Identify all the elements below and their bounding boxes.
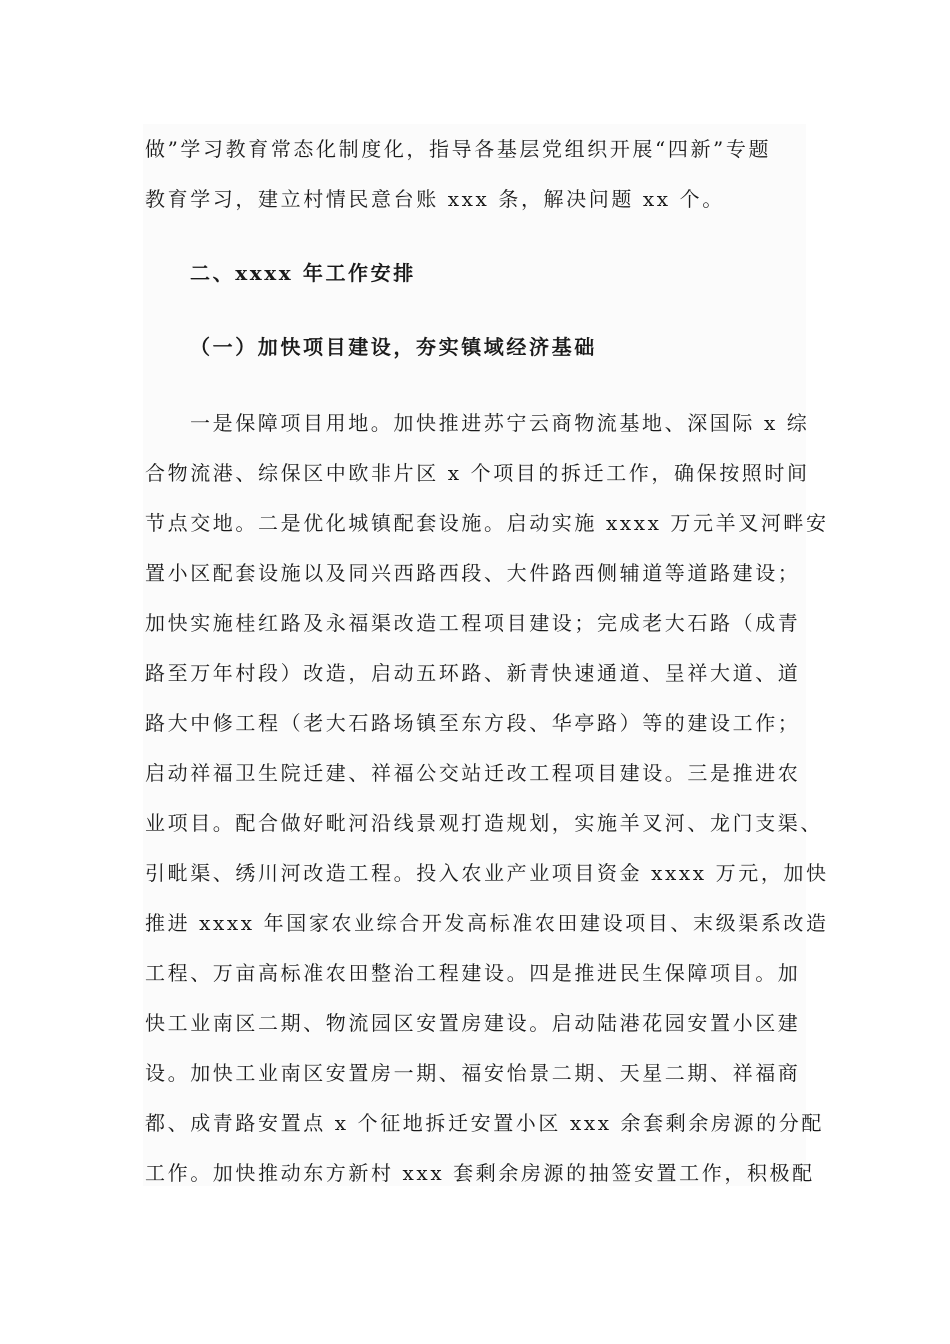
paragraph-line: 置小区配套设施以及同兴西路西段、大件路西侧辅道等道路建设； [145, 561, 801, 585]
spacer [145, 224, 815, 248]
paragraph-line: 推进 xxxx 年国家农业综合开发高标准农田建设项目、末级渠系改造 [145, 911, 829, 935]
spacer [145, 372, 815, 398]
paragraph-line: 业项目。配合做好毗河沿线景观打造规划，实施羊叉河、龙门支渠、 [145, 811, 823, 835]
spacer [145, 298, 815, 322]
section-heading: 二、xxxx 年工作安排 [190, 261, 416, 285]
paragraph-line: 一是保障项目用地。加快推进苏宁云商物流基地、深国际 x 综 [190, 411, 810, 435]
paragraph-line: 快工业南区二期、物流园区安置房建设。启动陆港花园安置小区建 [145, 1011, 801, 1035]
subsection-heading: （一）加快项目建设，夯实镇域经济基础 [190, 335, 597, 359]
paragraph-line: 引毗渠、绣川河改造工程。投入农业产业项目资金 xxxx 万元，加快 [145, 861, 829, 885]
paragraph-line: 启动祥福卫生院迁建、祥福公交站迁改工程项目建设。三是推进农 [145, 761, 801, 785]
paragraph-line: 设。加快工业南区安置房一期、福安怡景二期、天星二期、祥福商 [145, 1061, 801, 1085]
paragraph-line: 节点交地。二是优化城镇配套设施。启动实施 xxxx 万元羊叉河畔安 [145, 511, 829, 535]
paragraph-line: 路至万年村段）改造，启动五环路、新青快速通道、呈祥大道、道 [145, 661, 801, 685]
paragraph-line: 加快实施桂红路及永福渠改造工程项目建设；完成老大石路（成青 [145, 611, 801, 635]
paragraph-line: 都、成青路安置点 x 个征地拆迁安置小区 xxx 余套剩余房源的分配 [145, 1111, 824, 1135]
paragraph-line: 合物流港、综保区中欧非片区 x 个项目的拆迁工作，确保按照时间 [145, 461, 810, 485]
paragraph-line: 工程、万亩高标准农田整治工程建设。四是推进民生保障项目。加 [145, 961, 801, 985]
paragraph-line: 做”学习教育常态化制度化，指导各基层党组织开展“四新”专题 [145, 137, 772, 161]
paragraph-line: 教育学习，建立村情民意台账 xxx 条，解决问题 xx 个。 [145, 187, 725, 211]
paragraph-line: 路大中修工程（老大石路场镇至东方段、华亭路）等的建设工作； [145, 711, 801, 735]
document-body [145, 124, 829, 1198]
paragraph-line: 工作。加快推动东方新村 xxx 套剩余房源的抽签安置工作，积极配 [145, 1161, 815, 1185]
